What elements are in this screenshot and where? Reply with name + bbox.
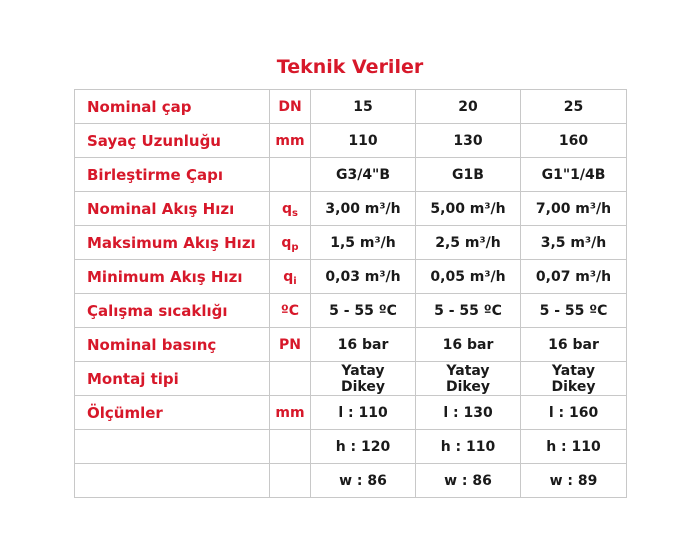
value-cell: G1B (416, 158, 521, 192)
value-cell: 20 (416, 90, 521, 124)
row-label: Nominal basınç (75, 328, 270, 362)
value-cell: 110 (311, 124, 416, 158)
value-cell: 25 (521, 90, 627, 124)
table-row (75, 328, 627, 362)
value-cell: w : 86 (416, 464, 521, 498)
row-unit (270, 124, 311, 158)
value-cell: 7,00 m³/h (521, 192, 627, 226)
unit-symbol: ºC (280, 302, 300, 319)
row-unit (270, 464, 311, 498)
value-line: Dikey (446, 378, 490, 395)
unit-subscript: p (291, 241, 299, 253)
table-row (75, 260, 627, 294)
value-cell: 3,5 m³/h (521, 226, 627, 260)
value-cell: 5 - 55 ºC (311, 294, 416, 328)
value-cell (311, 362, 416, 396)
unit-symbol: q (281, 234, 292, 251)
value-line: Yatay (551, 362, 596, 379)
table-row (75, 396, 627, 430)
value-cell: w : 89 (521, 464, 627, 498)
table-row (75, 226, 627, 260)
value-cell: 160 (521, 124, 627, 158)
value-cell: 2,5 m³/h (416, 226, 521, 260)
table-row (75, 464, 627, 498)
table-row (75, 192, 627, 226)
row-unit (270, 362, 311, 396)
row-label: Maksimum Akış Hızı (75, 226, 270, 260)
row-unit (270, 328, 311, 362)
value-cell: w : 86 (311, 464, 416, 498)
value-cell: h : 110 (416, 430, 521, 464)
table-row (75, 124, 627, 158)
value-cell: 5 - 55 ºC (521, 294, 627, 328)
unit-subscript: s (292, 207, 298, 219)
value-cell: 0,05 m³/h (416, 260, 521, 294)
row-unit (270, 260, 311, 294)
unit-symbol: mm (275, 404, 305, 421)
table-row (75, 430, 627, 464)
value-cell: 16 bar (311, 328, 416, 362)
value-cell: 3,00 m³/h (311, 192, 416, 226)
table-row (75, 158, 627, 192)
value-line: Yatay (341, 362, 385, 379)
value-cell: 1,5 m³/h (311, 226, 416, 260)
value-cell: 5,00 m³/h (416, 192, 521, 226)
value-cell: h : 110 (521, 430, 627, 464)
table-row (75, 294, 627, 328)
row-unit (270, 158, 311, 192)
value-cell: l : 130 (416, 396, 521, 430)
table-row (75, 362, 627, 396)
value-cell: G3/4"B (311, 158, 416, 192)
row-label: Minimum Akış Hızı (75, 260, 270, 294)
row-unit (270, 294, 311, 328)
value-line: Dikey (341, 378, 385, 395)
value-cell: 0,07 m³/h (521, 260, 627, 294)
row-label (75, 430, 270, 464)
value-cell: 16 bar (521, 328, 627, 362)
unit-symbol: q (283, 268, 294, 285)
value-cell: 0,03 m³/h (311, 260, 416, 294)
value-cell: 15 (311, 90, 416, 124)
row-label: Sayaç Uzunluğu (75, 124, 270, 158)
row-unit (270, 226, 311, 260)
row-label (75, 464, 270, 498)
value-cell (416, 362, 521, 396)
row-unit (270, 90, 311, 124)
unit-symbol: DN (278, 98, 302, 115)
row-label: Nominal Akış Hızı (75, 192, 270, 226)
technical-data-table (74, 89, 627, 498)
value-cell: l : 110 (311, 396, 416, 430)
value-cell: G1"1/4B (521, 158, 627, 192)
row-unit (270, 192, 311, 226)
value-cell: l : 160 (521, 396, 627, 430)
row-label: Birleştirme Çapı (75, 158, 270, 192)
row-label: Çalışma sıcaklığı (75, 294, 270, 328)
row-label: Nominal çap (75, 90, 270, 124)
value-cell: h : 120 (311, 430, 416, 464)
value-cell: 16 bar (416, 328, 521, 362)
page-title: Teknik Veriler (276, 56, 424, 78)
table-body (75, 90, 627, 498)
row-label: Ölçümler (75, 396, 270, 430)
value-cell (521, 362, 627, 396)
unit-subscript: i (293, 275, 297, 287)
value-cell: 5 - 55 ºC (416, 294, 521, 328)
value-line: Dikey (551, 378, 596, 395)
table-row (75, 90, 627, 124)
value-line: Yatay (446, 362, 490, 379)
row-unit (270, 396, 311, 430)
row-label: Montaj tipi (75, 362, 270, 396)
unit-symbol: q (282, 200, 293, 217)
unit-symbol: PN (279, 336, 301, 353)
unit-symbol: mm (275, 132, 305, 149)
value-cell: 130 (416, 124, 521, 158)
row-unit (270, 430, 311, 464)
